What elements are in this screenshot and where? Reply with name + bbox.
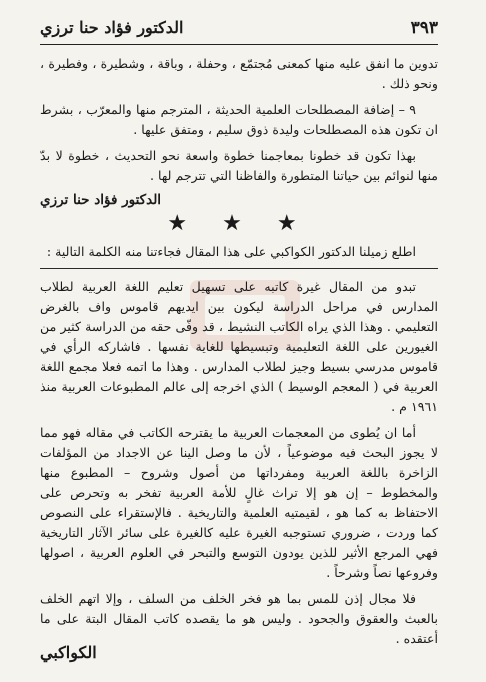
paragraph: بهذا تكون قد خطونا بمعاجمنا خطوة واسعة نحو التحديث ، خطوة لا بدّ منها لنوائم بين حياتنا المتطورة والفاظنا التي تترجم لها .	[40, 148, 438, 183]
page-header	[40, 14, 438, 45]
paragraph: فلا مجال إذن للمس بما هو فخر الخلف من السلف ، وإلا اتهم الخلف بالعبث والعقوق والجحود . وليس هو ما يقصده كاتب المقال البتة على ما أعتقده .	[40, 591, 438, 646]
page-number: ٣٩٣	[410, 18, 438, 38]
body-text	[40, 54, 438, 655]
reply-intro: اطلع زميلنا الدكتور الكواكبي على هذا المقال فجاءتنا منه الكلمة التالية :	[46, 244, 416, 259]
paragraph: تبدو من المقال غيرة كاتبه على تسهيل تعليم اللغة العربية لطلاب المدارس في مراحل الدراسة ليكون بين ايديهم قاموس واف بالغرض التعليمي . وهذا الذي يراه الكاتب النشيط ، قد وفّى حقه من الدراسة كثير من الغيورين على اللغة التعليمية وتبسيطها للغاية نفسها . فاشاركه الرأي في قاموس مدرسي بسيط وجيز لطلاب المدارس . وهذا ما اتمه فعلا مجمع اللغة العربية في ( المعجم الوسيط ) الذي اخرجه إلى عالم المطبوعات العربية منذ ١٩٦١ م .	[40, 279, 438, 414]
reply-block	[40, 268, 438, 649]
paragraph: أما ان يُطوى من المعجمات العربية ما يقترحه الكاتب في مقاله فهو مما لا يجوز البحث فيه موضوعياً ، لأن ما وصل الينا عن الاجداد من المؤلفات الزاخرة باللغة العربية ومفرداتها من أصول وشروح – المطبوع منها والمخطوط – إن هو إلا تراث غالٍ للأمة العربية تفخر به وتحرص على الاحتفاظ به كما هو ، لقيمتيه العلمية والتاريخية . فالإستقراء على النصوص كما وردت ، ضروري تستوجبه الغيرة عليه كالغيرة على سائر الآثار التاريخية فهي المرجع الأثير للذين يودون التوسع والتبحر في العلوم العربية ، اصولها وفروعها نصاً وشرحاً .	[40, 425, 438, 580]
running-head: الدكتور فؤاد حنا ترزي	[40, 18, 184, 37]
paragraph: تدوين ما انفق عليه منها كمعنى مُجتمّع ، وحفلة ، وباقة ، وشطيرة ، وفطيرة ، ونحو ذلك .	[40, 56, 438, 91]
paragraph: ٩ – إضافة المصطلحات العلمية الحديثة ، المترجم منها والمعرّب ، بشرط ان تكون هذه المصطلحات وليدة ذوق سليم ، ومتفق عليها .	[40, 102, 438, 137]
section-divider-stars: ★ ★ ★	[167, 211, 311, 236]
reply-author: الكواكبي	[40, 643, 97, 662]
article-signature: الدكتور فؤاد حنا ترزي	[40, 192, 162, 208]
